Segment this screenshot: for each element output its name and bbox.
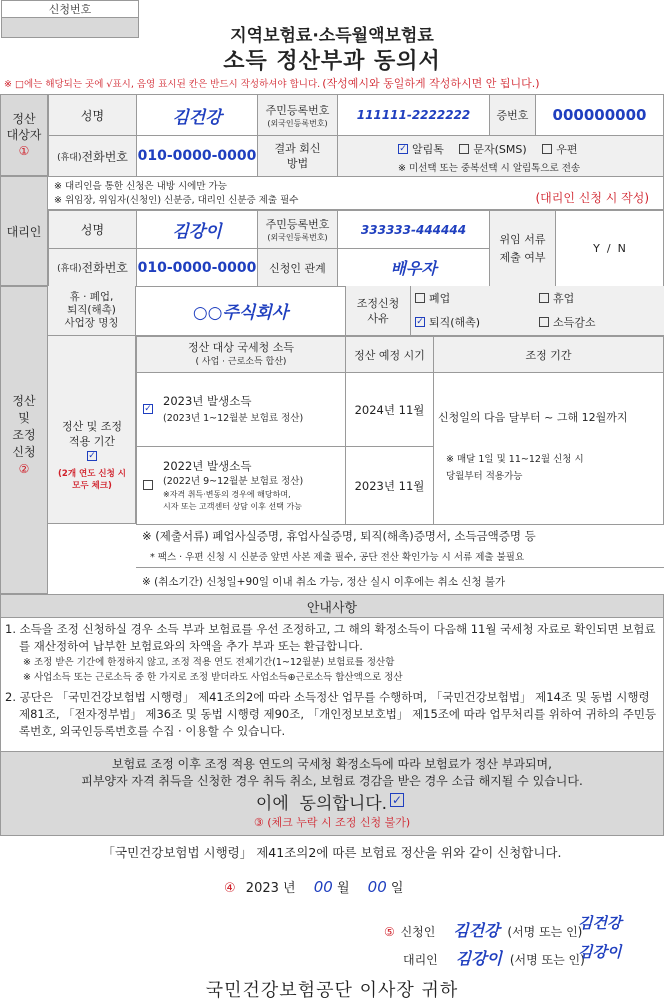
agent-sign-label: 대리인 xyxy=(403,953,438,967)
target-rrn-label-text: 주민등록번호 xyxy=(265,103,330,117)
target-phone-label-text: 전화번호 xyxy=(81,149,128,164)
income-2022-checkbox[interactable] xyxy=(143,480,153,490)
agent-signature[interactable]: 김강이 xyxy=(578,943,622,961)
period-2022: 2023년 11월 xyxy=(354,478,425,493)
target-section-label xyxy=(0,100,48,170)
applicant-sign-line xyxy=(384,918,582,940)
agent-rrn-label-text: 주민등록번호 xyxy=(265,218,330,231)
period-col-header: 정산 예정 시기 xyxy=(354,348,425,362)
adjust-num: ② xyxy=(18,461,30,476)
income-2022-note: ※자격 취득·변동의 경우에 해당하며, 시자 또는 고객센터 상담 이후 선택 가능 xyxy=(163,489,302,511)
agent-name-label: 성명 xyxy=(80,223,105,237)
income-row-2022 xyxy=(137,459,345,513)
agent-rrn-sub: (외국인등록번호) xyxy=(267,233,328,242)
date-year-unit: 년 xyxy=(283,881,296,896)
sig-num: ⑤ xyxy=(384,925,395,939)
docs-line-2: * 팩스 · 우편 신청 시 신분증 앞면 사본 제출 필수, 공단 전산 확인가능 시 서류 제출 불필요 xyxy=(150,552,525,563)
consent-line-2: 피부양자 자격 취득을 신청한 경우 취득 취소, 보험료 경감을 받은 경우 소급 해지될 수 있습니다. xyxy=(81,773,583,788)
agent-docs-label: 위임 서류 제출 여부 xyxy=(499,232,546,264)
target-phone-label xyxy=(49,148,136,165)
target-rrn-sub: (외국인등록번호) xyxy=(267,118,328,128)
adjust-col-header: 조정 기간 xyxy=(525,348,572,362)
guide-item-1-sub-2: ※ 사업소득 또는 근로소득 중 한 가지로 조정 받더라도 사업소득⊕근로소득 합산액으로 정산 xyxy=(23,672,403,683)
app-no-label: 신청번호 xyxy=(48,3,92,16)
agent-sign-hint: (서명 또는 인) xyxy=(509,953,585,967)
retired-label: 퇴직(해촉) xyxy=(429,316,481,329)
biz-name-field[interactable]: ○○주식회사 xyxy=(136,286,345,336)
suspended-label: 휴업 xyxy=(553,292,575,305)
applicant-signature[interactable]: 김건강 xyxy=(578,914,622,932)
apply-period-block xyxy=(48,410,136,500)
adjust-section-label xyxy=(0,380,48,490)
income-row-2023 xyxy=(137,392,345,428)
income-2023-title: 2023년 발생소득 xyxy=(163,393,252,408)
result-method-label: 결과 회신 방법 xyxy=(274,142,321,170)
title-line-1: 지역보험료·소득월액보험료 xyxy=(230,25,434,46)
guide-item-1: 1. 소득을 조정 신청하실 경우 소득 부과 보험료를 우선 조정하고, 그 해의 확정소득이 다음해 11월 국세청 자료로 확인되면 보험료를 재산정하여 납부한 보험료와의 차액을 추가 부과 또는 환급합니다. xyxy=(5,622,656,653)
biz-name-label: 휴 · 폐업, 퇴직(해촉) 사업장 명칭 xyxy=(48,286,136,336)
guide-item-2: 2. 공단은 「국민건강보험법 시행령」 제41조의2에 따라 소득정산 업무를 수행하며, 「국민건강보험법」 제14조 및 동법 시행령 제81조, 「전자정부법」 제36조 및 동법 시행령 제90조, 「개인정보보호법」 제15조에 따라 업무처리를 위하여 귀하의 주민등록번호, 외국인등록번호를 수집 · 이용할 수 있습니다. xyxy=(5,690,657,738)
alimtalk-checkbox[interactable]: ✓ xyxy=(399,144,407,154)
income-2023-checkbox[interactable]: ✓ xyxy=(144,403,152,414)
agent-notes xyxy=(48,176,664,210)
decrease-checkbox[interactable] xyxy=(539,317,549,327)
decrease-label: 소득감소 xyxy=(553,316,596,329)
period-2023: 2024년 11월 xyxy=(354,402,425,417)
income-col-title: 정산 대상 국세청 소득 xyxy=(187,340,295,354)
target-phone-field[interactable]: 010-0000-0000 xyxy=(137,148,257,164)
apply-period-label: 정산 및 조정 적용 기간 xyxy=(61,419,123,448)
instruction-note xyxy=(4,75,664,91)
adjust-label: 정산 및 조정 신청 xyxy=(12,393,36,459)
agent-phone-field[interactable]: 010-0000-0000 xyxy=(137,259,257,276)
target-table xyxy=(48,94,664,177)
agent-table xyxy=(48,210,664,287)
target-rrn-field[interactable]: 111111-2222222 xyxy=(356,108,471,122)
income-2023-sub: (2023년 1~12월분 보험료 정산) xyxy=(163,412,304,424)
income-2022-title: 2022년 발생소득 xyxy=(163,458,252,473)
consent-line-1: 보험료 조정 이후 조정 적용 연도의 국세청 확정소득에 따라 보험료가 정산 부과되며, xyxy=(112,756,552,771)
applicant-sign-hint: (서명 또는 인) xyxy=(507,925,583,939)
agent-section xyxy=(0,176,48,286)
adjust-period-note: ※ 매달 1일 및 11~12월 신청 시 당월부터 적용가능 xyxy=(446,454,584,482)
income-table xyxy=(136,336,664,525)
consent-box xyxy=(0,752,664,836)
docs-line: ※ (제출서류) 폐업사실증명, 휴업사실증명, 퇴직(해촉)증명서, 소득금액증명 등 xyxy=(142,529,536,543)
statement: 「국민건강보험법 시행령」 제41조의2에 따른 보험료 정산을 위와 같이 신청합니다. xyxy=(102,845,562,860)
date-year[interactable]: 2023 xyxy=(245,881,279,896)
target-cert-label: 증번호 xyxy=(496,109,529,122)
agent-sign-name[interactable]: 김강이 xyxy=(455,949,502,968)
agent-section-label: 대리인 xyxy=(6,224,42,239)
reason-label: 조정신청 사유 xyxy=(345,286,411,336)
suspended-checkbox[interactable] xyxy=(539,293,549,303)
date-month[interactable]: 00 xyxy=(313,878,333,896)
sms-checkbox[interactable] xyxy=(459,144,469,154)
agent-relation-label: 신청인 관계 xyxy=(269,261,326,275)
agent-note-red: (대리인 신청 시 작성) xyxy=(535,191,649,205)
date-line xyxy=(224,877,403,899)
date-month-unit: 월 xyxy=(336,881,350,896)
agent-rrn-field[interactable]: 333333-444444 xyxy=(360,222,467,237)
retired-checkbox[interactable]: ✓ xyxy=(416,317,424,327)
alimtalk-label: 알림톡 xyxy=(412,143,444,156)
agent-phone-label xyxy=(49,259,136,276)
cancel-line: ※ (취소기간) 신청일+90일 이내 취소 가능, 정산 실시 이후에는 취소 신청 불가 xyxy=(142,575,506,588)
adjust-period-text: 신청일의 다음 달부터 ~ 그해 12월까지 xyxy=(438,411,628,424)
date-day-unit: 일 xyxy=(390,881,404,896)
agent-phone-label-text: 전화번호 xyxy=(81,261,128,275)
guide-body xyxy=(0,618,664,752)
apply-period-note: (2개 연도 신청 시 모두 체크) xyxy=(58,468,126,491)
target-name-label: 성명 xyxy=(80,108,105,123)
consent-agree-text: 이에 동의합니다. xyxy=(255,793,388,814)
guide-title: 안내사항 xyxy=(0,594,664,618)
guide-item-1-sub-1: ※ 조정 받은 기간에 한정하지 않고, 조정 적용 연도 전체기간(1~12월분) 보험료를 정산함 xyxy=(23,657,395,668)
closed-label: 폐업 xyxy=(429,292,451,305)
target-phone-prefix: (휴대) xyxy=(57,152,82,163)
docs-block xyxy=(136,524,664,568)
instruction-text: ※ □에는 해당되는 곳에 √표시, 음영 표시된 칸은 반드시 작성하셔야 합니다. xyxy=(4,79,321,90)
target-name-field[interactable]: 김건강 xyxy=(172,107,222,128)
adjust-period-cell xyxy=(434,373,663,485)
mail-checkbox[interactable] xyxy=(542,144,552,154)
closed-checkbox[interactable] xyxy=(415,293,425,303)
agent-rrn-label xyxy=(258,216,337,243)
agent-relation-field[interactable]: 배우자 xyxy=(390,259,437,278)
agent-phone-prefix: (휴대) xyxy=(57,264,82,274)
recipient: 국민건강보험공단 이사장 귀하 xyxy=(205,980,459,1001)
consent-checkbox[interactable]: ✓ xyxy=(392,793,403,807)
date-day[interactable]: 00 xyxy=(367,878,387,896)
result-method-note: ※ 미선택 또는 중복선택 시 알림톡으로 전송 xyxy=(398,163,581,174)
agent-note-2: ※ 위임장, 위임자(신청인) 신분증, 대리인 신분증 제출 필수 xyxy=(54,195,299,206)
applicant-name[interactable]: 김건강 xyxy=(453,921,500,940)
target-rrn-label xyxy=(258,102,337,129)
instruction-warning: (작성예시와 동일하게 작성하시면 안 됩니다.) xyxy=(322,77,540,90)
agent-docs-field[interactable]: Y / N xyxy=(593,242,626,255)
reason-options xyxy=(411,286,664,336)
consent-note: ③ (체크 누락 시 조정 신청 불가) xyxy=(253,816,411,829)
applicant-label: 신청인 xyxy=(400,925,436,939)
date-num: ④ xyxy=(224,881,236,896)
page-title: 소득 정산부과 동의서 xyxy=(223,48,441,74)
mail-label: 우편 xyxy=(556,143,578,156)
consent-agree xyxy=(1,789,663,813)
income-2022-sub: (2022년 9~12월분 보험료 정산) xyxy=(163,475,304,487)
income-col-sub: ( 사업 · 근로소득 합산) xyxy=(195,356,287,367)
result-method-options xyxy=(338,138,663,174)
agent-name-field[interactable]: 김강이 xyxy=(172,222,222,242)
income-col-header xyxy=(137,341,345,369)
sms-label: 문자(SMS) xyxy=(473,143,527,156)
target-num: ① xyxy=(18,144,30,158)
app-no-box xyxy=(1,0,139,18)
target-label: 정산 대상자 xyxy=(6,112,42,142)
agent-sign-line xyxy=(403,946,585,968)
apply-period-checkbox[interactable]: ✓ xyxy=(88,450,96,461)
target-cert-field[interactable]: 000000000 xyxy=(552,106,647,124)
agent-note-1: ※ 대리인을 통한 신청은 내방 시에만 가능 xyxy=(54,181,227,192)
